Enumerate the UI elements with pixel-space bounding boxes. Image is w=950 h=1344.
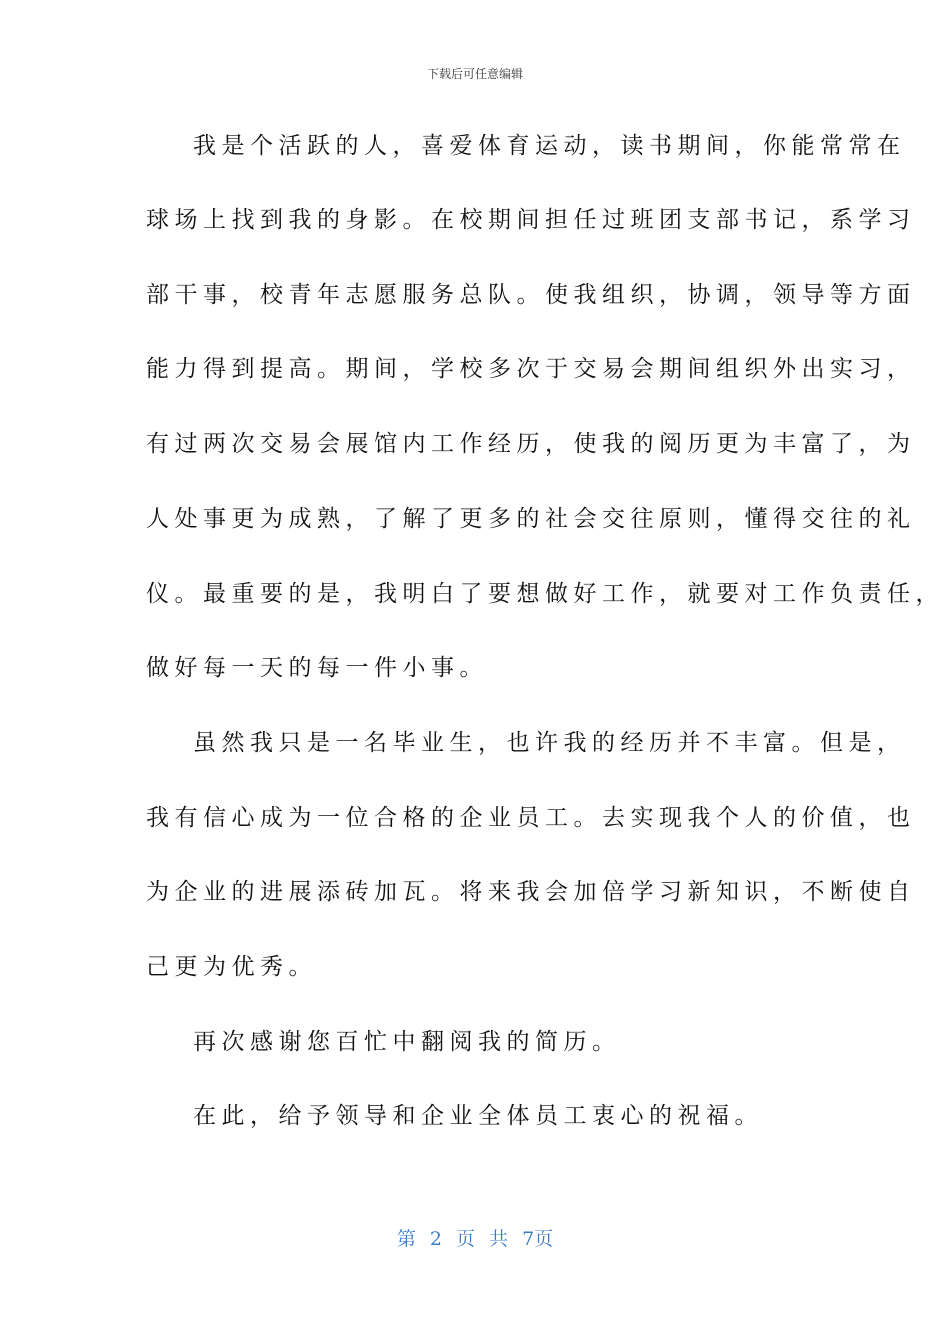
text-line: 仪。最重要的是，我明白了要想做好工作，就要对工作负责任， [146,581,944,607]
page-header: 下载后可任意编辑 [426,67,523,81]
page-footer: 第 2 页 共 7页 [396,1228,554,1250]
text-line: 我是个活跃的人，喜爱体育运动，读书期间，你能常常在 [193,133,906,159]
text-line: 人处事更为成熟，了解了更多的社会交往原则，懂得交往的礼 [146,506,916,532]
text-line: 虽然我只是一名毕业生，也许我的经历并不丰富。但是， [193,730,906,756]
text-line: 再次感谢您百忙中翻阅我的简历。 [193,1029,621,1055]
text-line: 我有信心成为一位合格的企业员工。去实现我个人的价值，也 [146,805,916,831]
text-line: 部干事，校青年志愿服务总队。使我组织，协调，领导等方面 [146,282,916,308]
text-line: 能力得到提高。期间，学校多次于交易会期间组织外出实习， [146,356,916,382]
text-line: 为企业的进展添砖加瓦。将来我会加倍学习新知识，不断使自 [146,879,916,905]
text-line: 有过两次交易会展馆内工作经历，使我的阅历更为丰富了，为 [146,431,916,457]
text-line: 做好每一天的每一件小事。 [146,655,488,681]
text-line: 球场上找到我的身影。在校期间担任过班团支部书记，系学习 [146,207,916,233]
text-line: 在此，给予领导和企业全体员工衷心的祝福。 [193,1103,763,1129]
text-line: 己更为优秀。 [146,954,317,980]
